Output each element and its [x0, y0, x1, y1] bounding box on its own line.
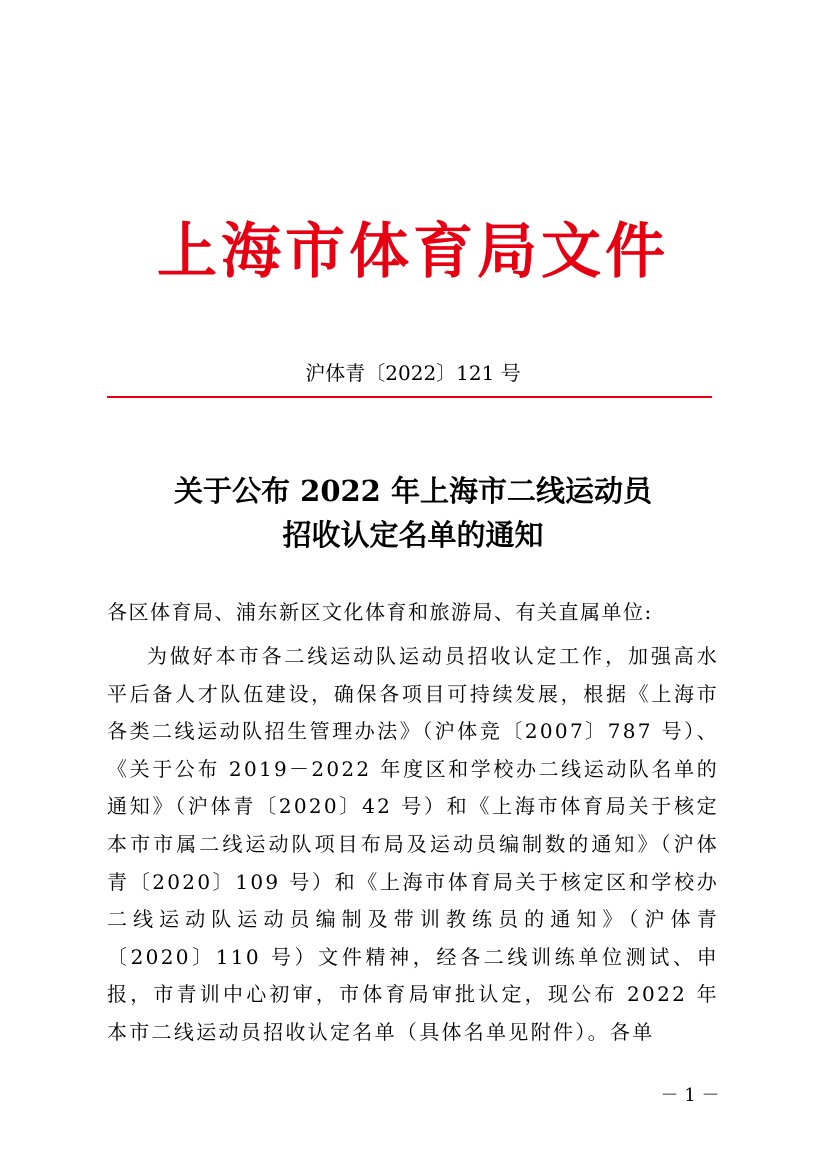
notice-title-line-2: 招收认定名单的通知 [282, 518, 544, 552]
body-paragraph: 为做好本市各二线运动队运动员招收认定工作，加强高水平后备人才队伍建设，确保各项目可持续发展，根据《上海市各类二线运动队招生管理办法》（沪体竞〔2007〕787 号）、《关于公布 2019－2022 年度区和学校办二线运动队名单的通知》（沪体青〔2020〕42 号）和《上海市体育局关于核定本市市属二线运动队项目布局及运动员编制数的通知》（沪体青〔2020〕109 号）和《上海市体育局关于核定区和学校办二线运动队运动员编制及带训教练员的通知》（沪体青〔2020〕110 号）文件精神，经各二线训练单位测试、申报，市青训中心初审，市体育局审批认定，现公布 2022 年本市二线运动员招收认定名单（具体名单见附件）。各单 [107, 644, 719, 1044]
agency-title: 上海市体育局文件 [157, 217, 669, 287]
recipient-line: 各区体育局、浦东新区文化体育和旅游局、有关直属单位: [107, 600, 653, 624]
notice-title-line-1: 关于公布 2022 年上海市二线运动员 [174, 474, 652, 508]
page-number: － 1 － [660, 1085, 720, 1106]
document-number: 沪体青〔2022〕121 号 [305, 361, 521, 385]
red-divider-line [107, 396, 712, 398]
